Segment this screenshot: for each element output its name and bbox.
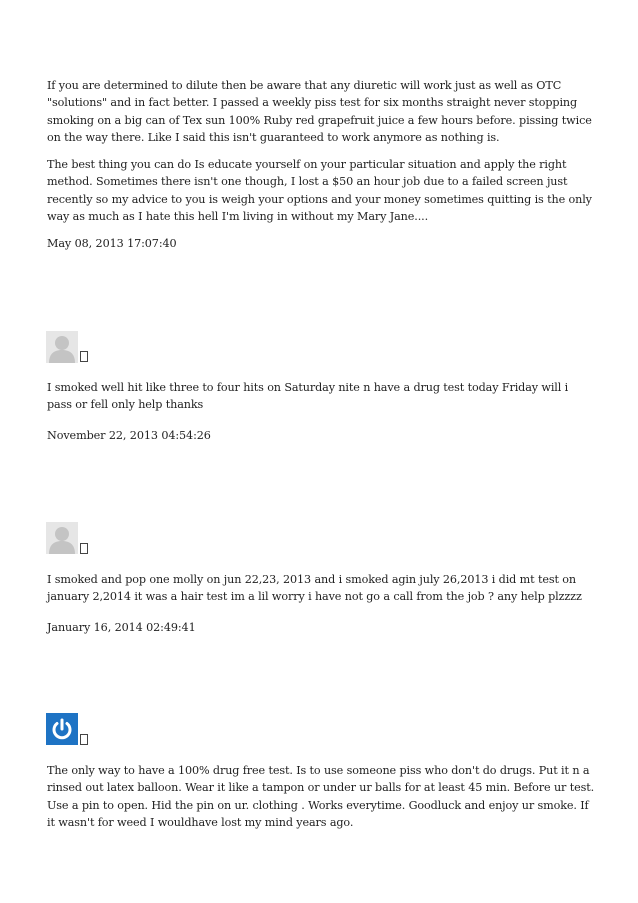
intro-paragraph-2: The best thing you can do Is educate yourself on your particular situation and apply the right method. Sometimes there isn't one though, I lost a $50 an hour job due to a failed screen just recently so my advice to you is weigh your options and your money sometimes quitting is the only way as much as I hate this hell I'm living in without my Mary Jane....: [47, 158, 592, 224]
comment-1-reply-icon[interactable]: [80, 351, 88, 362]
intro-date: May 08, 2013 17:07:40: [47, 237, 177, 250]
comment-3-text: The only way to have a 100% drug free test. Is to use someone piss who don't do drugs. Put it n a rinsed out latex balloon. Wear it like a tampon or under ur balls for at least 45 min. Before ur test. Use a pin to open. Hid the pin on ur. clothing . Works everytime. Goodluck and enjoy ur smoke. If it wasn't for weed I wouldhave lost my mind years ago.: [47, 764, 595, 830]
intro-paragraph-1: If you are determined to dilute then be aware that any diuretic will work just as well as OTC "solutions" and in fact better. I passed a weekly piss test for six months straight never stopping smoking on a big can of Tex sun 100% Ruby red grapefruit juice a few hours before. pissing twice on the way there. Like I said this isn't guaranteed to work anymore as nothing is.: [47, 79, 592, 145]
default-person-icon: [46, 522, 78, 554]
comment-1-text: I smoked well hit like three to four hits on Saturday nite n have a drug test today Friday will i pass or fell only help thanks: [47, 381, 569, 412]
comment-2-text: I smoked and pop one molly on jun 22,23, 2013 and i smoked agin july 26,2013 i did mt test on january 2,2014 it was a hair test im a lil worry i have not go a call from the job ? any help plzzzz: [47, 573, 582, 604]
comment-3-reply-icon[interactable]: [80, 734, 88, 745]
comment-1-date: November 22, 2013 04:54:26: [47, 429, 211, 442]
comment-3-avatar[interactable]: [46, 713, 78, 745]
default-person-icon: [46, 331, 78, 363]
power-icon: [46, 713, 78, 745]
comment-2-date: January 16, 2014 02:49:41: [47, 621, 196, 634]
comment-1-avatar[interactable]: [46, 331, 78, 363]
comment-2-reply-icon[interactable]: [80, 543, 88, 554]
comment-2-avatar[interactable]: [46, 522, 78, 554]
